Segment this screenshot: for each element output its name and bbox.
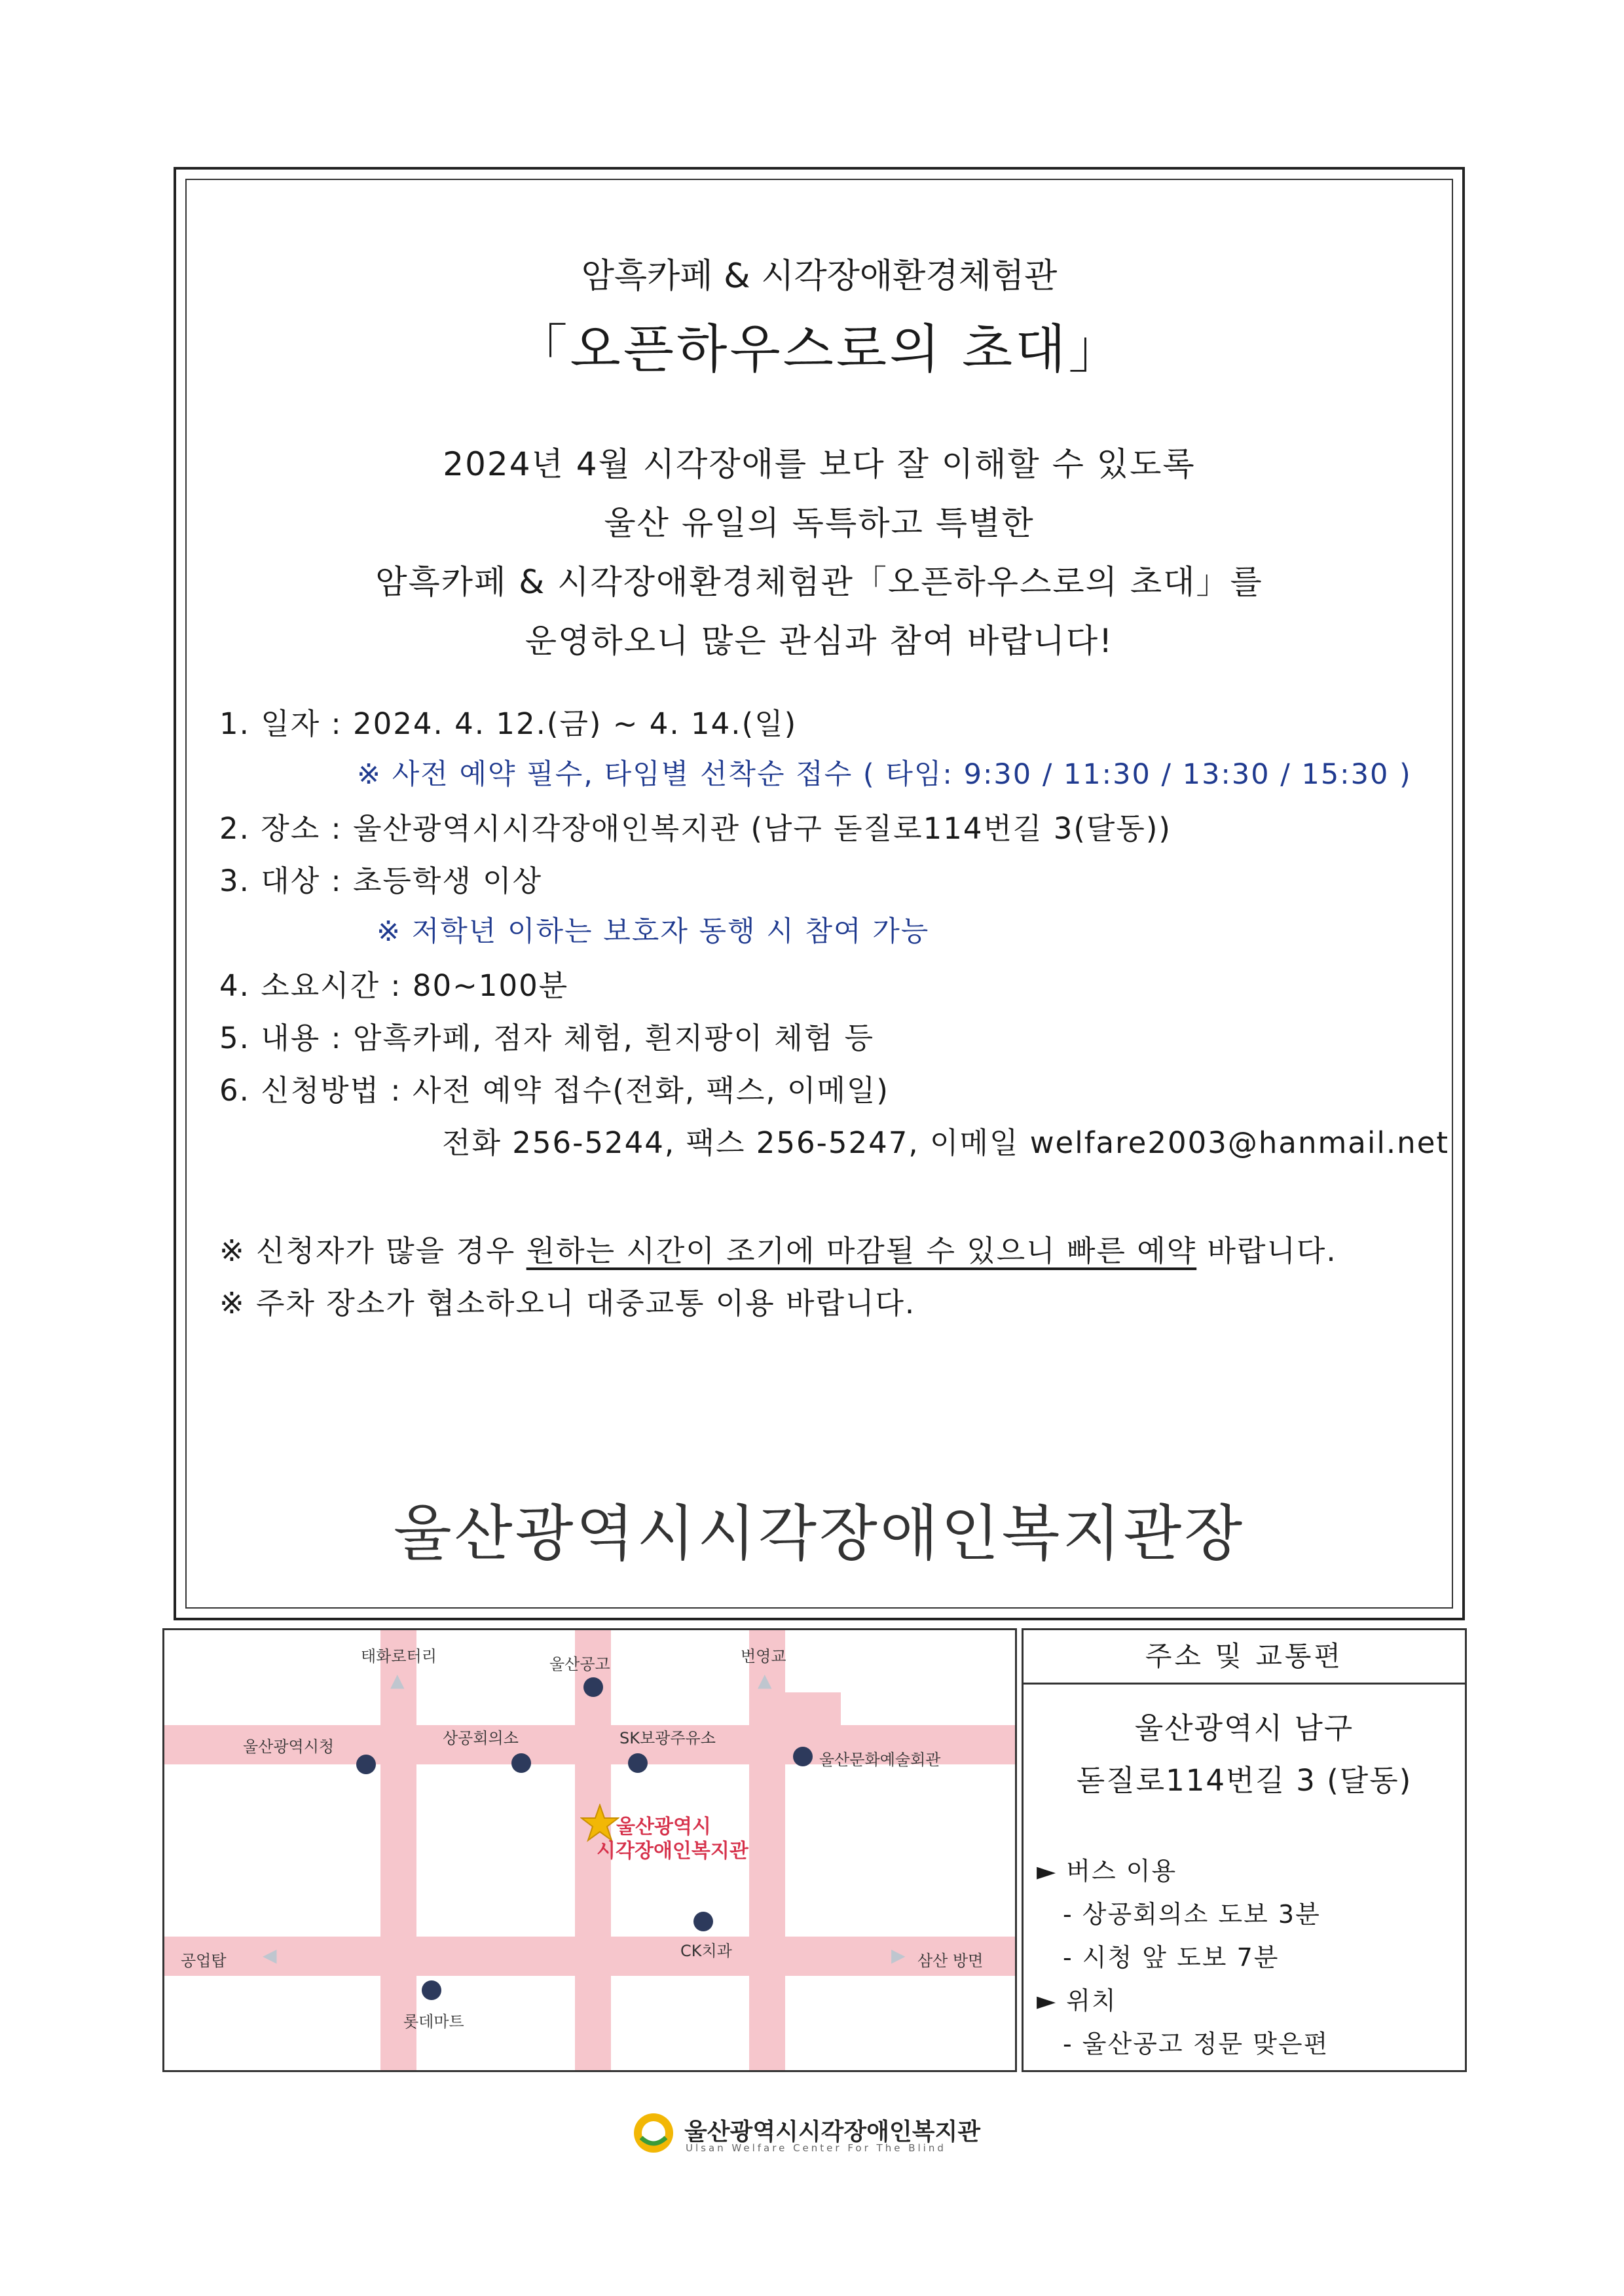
map-marker-dot	[628, 1753, 648, 1773]
note-2: ※ 주차 장소가 협소하오니 대중교통 이용 바랍니다.	[219, 1286, 916, 1321]
bus-item: - 시청 앞 도보 7분	[1063, 1943, 1280, 1972]
detail-date: 1. 일자 : 2024. 4. 12.(금) ~ 4. 14.(일)	[219, 706, 798, 741]
map-label-samsan: 삼산 방면	[917, 1952, 984, 1970]
detail-target: 3. 대상 : 초등학생 이상	[219, 864, 543, 898]
map-label-gongeoptap: 공업탑	[181, 1952, 227, 1970]
info-address	[1024, 1702, 1465, 1807]
intro-text	[176, 435, 1462, 670]
detail-contact: 전화 256-5244, 팩스 256-5247, 이메일 welfare2003@hanmail.net	[442, 1125, 1450, 1160]
note-1-prefix: ※ 신청자가 많을 경우	[219, 1233, 526, 1268]
map-road	[749, 1692, 841, 1725]
map-label-city-hall: 울산광역시청	[243, 1738, 335, 1756]
map-marker-dot	[422, 1980, 441, 2000]
logo-english: Ulsan Welfare Center For The Blind	[686, 2142, 946, 2154]
map-marker-dot	[693, 1912, 713, 1931]
arrow-up-icon: ▲	[390, 1669, 405, 1691]
map-label-dental: CK치과	[680, 1942, 732, 1960]
map-label-taehwa: 태화로터리	[361, 1647, 437, 1666]
detail-content: 5. 내용 : 암흑카페, 점자 체험, 흰지팡이 체험 등	[219, 1021, 875, 1055]
detail-place: 2. 장소 : 울산광역시시각장애인복지관 (남구 돋질로114번길 3(달동))	[219, 811, 1172, 846]
map-label-ulsan-tech: 울산공고	[549, 1655, 610, 1673]
map-road	[380, 1630, 416, 2072]
address-line-1: 울산광역시 남구	[1134, 1711, 1354, 1745]
arrow-left-icon: ◀	[263, 1944, 277, 1966]
map-label-mart: 롯데마트	[403, 2013, 464, 2031]
intro-line: 암흑카페 & 시각장애환경체험관「오픈하우스로의 초대」를	[375, 563, 1263, 601]
map-marker-dot	[583, 1677, 603, 1697]
map-label-gas-station: SK보광주유소	[619, 1729, 716, 1747]
map-label-center-1: 울산광역시	[616, 1815, 711, 1838]
detail-target-note: ※ 저학년 이하는 보호자 동행 시 참여 가능	[377, 915, 930, 948]
note-1-underlined: 원하는 시간이 조기에 마감될 수 있으니 빠른 예약	[526, 1233, 1197, 1268]
map-label-center-2: 시각장애인복지관	[597, 1840, 748, 1863]
location-item: - 울산공고 정문 맞은편	[1063, 2030, 1329, 2058]
intro-line: 2024년 4월 시각장애를 보다 잘 이해할 수 있도록	[443, 445, 1196, 483]
arrow-right-icon: ▶	[891, 1944, 906, 1966]
transport-list	[1037, 1850, 1329, 2066]
intro-line: 운영하오니 많은 관심과 참여 바랍니다!	[525, 622, 1114, 660]
info-header: 주소 및 교통편	[1024, 1630, 1465, 1685]
map-marker-dot	[793, 1747, 813, 1766]
address-transport-box	[1022, 1628, 1467, 2072]
map-marker-dot	[511, 1753, 531, 1773]
notice-frame	[174, 167, 1465, 1620]
arrow-up-icon: ▲	[758, 1669, 772, 1691]
address-line-2: 돋질로114번길 3 (달동)	[1076, 1763, 1412, 1798]
event-title: 「오픈하우스로의 초대」	[515, 319, 1124, 380]
event-subtitle: 암흑카페 & 시각장애환경체험관	[581, 257, 1058, 296]
note-1-suffix: 바랍니다.	[1196, 1233, 1337, 1268]
signature: 울산광역시시각장애인복지관장	[393, 1499, 1246, 1569]
detail-apply: 6. 신청방법 : 사전 예약 접수(전화, 팩스, 이메일)	[219, 1073, 889, 1108]
map-marker-dot	[356, 1755, 376, 1774]
logo-emblem-icon	[632, 2111, 675, 2155]
bus-title: ► 버스 이용	[1037, 1857, 1177, 1886]
map-label-chamber: 상공회의소	[443, 1729, 519, 1747]
location-map	[162, 1628, 1017, 2072]
detail-date-note: ※ 사전 예약 필수, 타임별 선착순 접수 ( 타임: 9:30 / 11:30 / 13:30 / 15:30 )	[357, 758, 1412, 791]
intro-line: 울산 유일의 독특하고 특별한	[604, 504, 1035, 542]
note-1	[219, 1227, 1337, 1269]
map-label-arts-center: 울산문화예술회관	[819, 1751, 941, 1769]
organization-logo	[632, 2108, 999, 2160]
location-title: ► 위치	[1037, 1986, 1117, 2015]
logo-name: 울산광역시시각장애인복지관	[684, 2119, 981, 2145]
map-label-beonyeong: 번영교	[741, 1647, 786, 1666]
bus-item: - 상공회의소 도보 3분	[1063, 1900, 1321, 1929]
detail-duration: 4. 소요시간 : 80~100분	[219, 968, 569, 1003]
